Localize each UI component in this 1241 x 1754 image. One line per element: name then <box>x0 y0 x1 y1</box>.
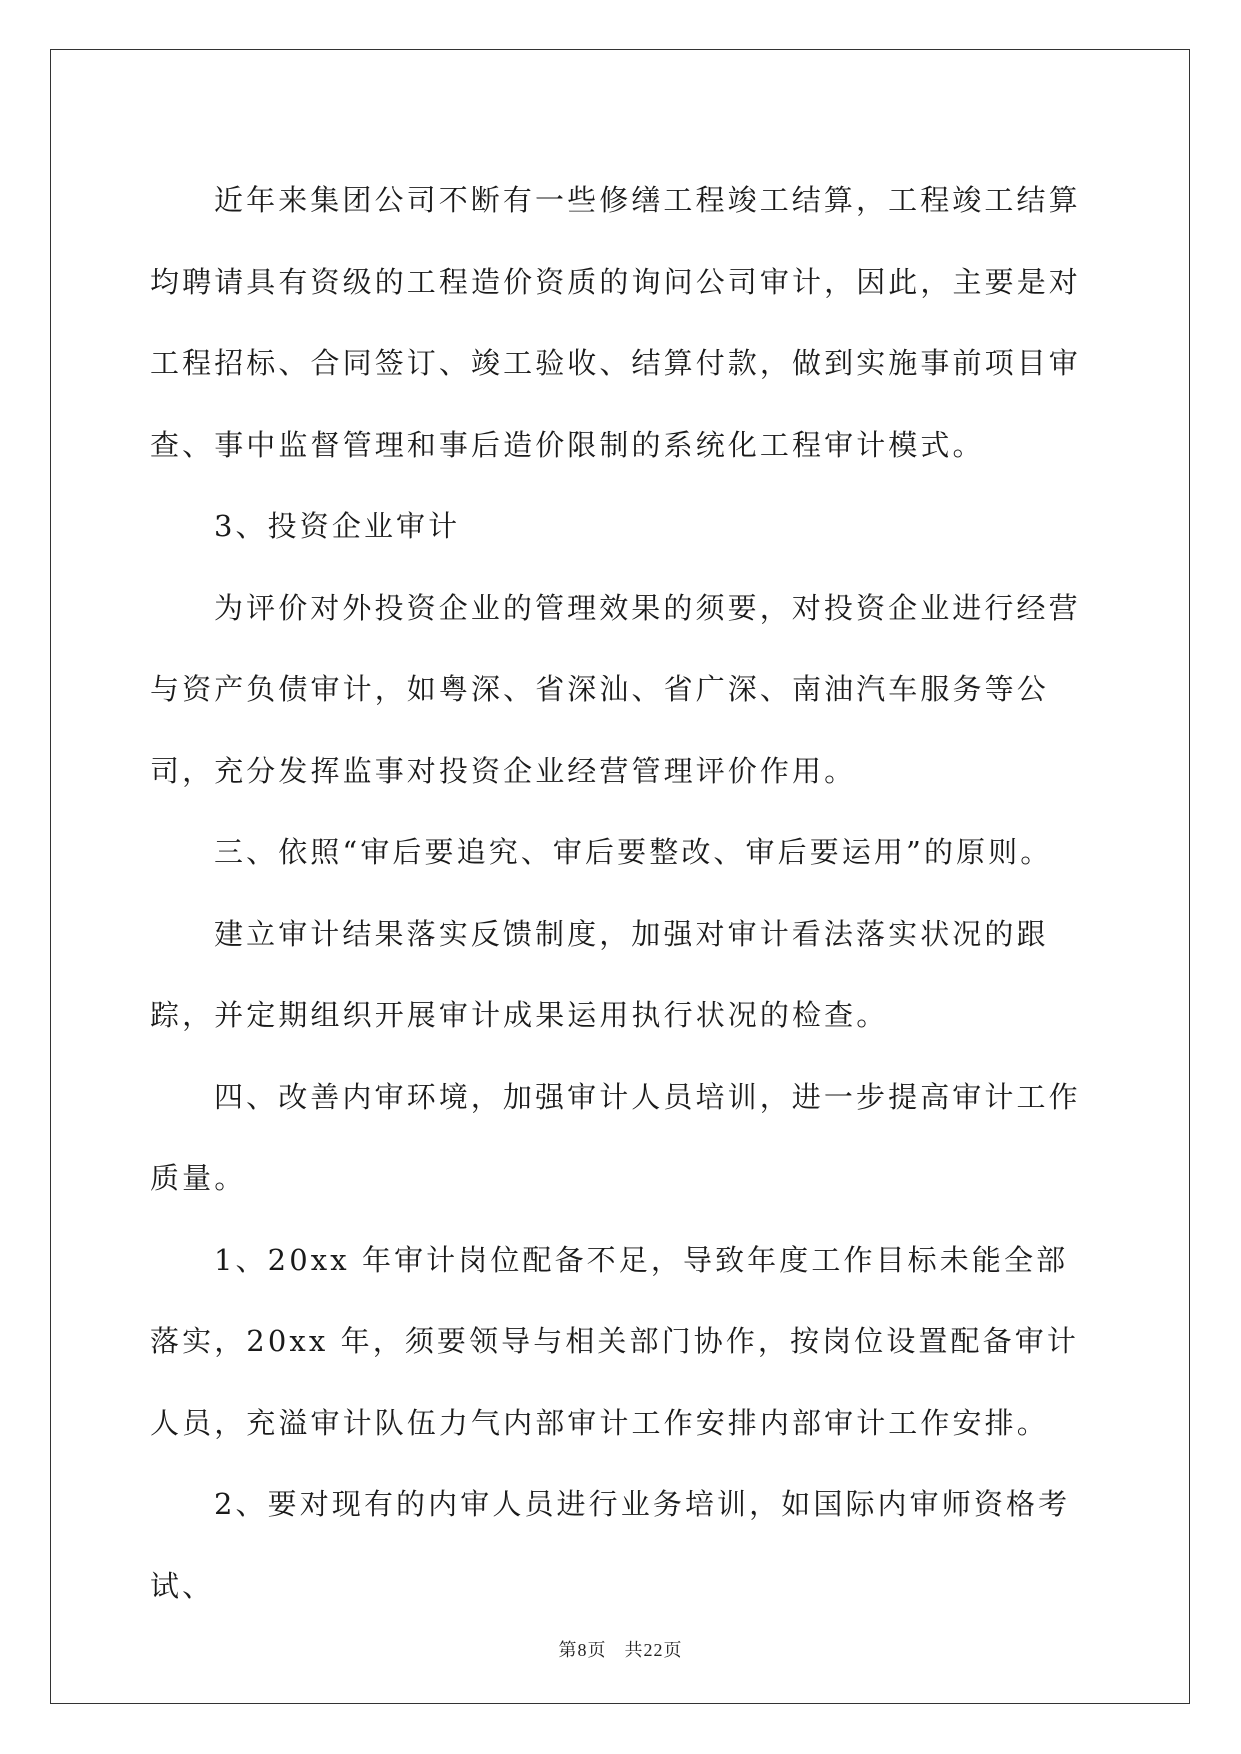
page-number: 8 <box>577 1640 588 1660</box>
paragraph-feedback-system: 建立审计结果落实反馈制度，加强对审计看法落实状况的跟踪，并定期组织开展审计成果运用执行状况的检查。 <box>150 916 1049 1032</box>
total-suffix: 页 <box>663 1640 683 1661</box>
paragraph-investment-audit: 为评价对外投资企业的管理效果的须要，对投资企业进行经营与资产负债审计，如粤深、省深汕、省广深、南油汽车服务等公司，充分发挥监事对投资企业经营管理评价作用。 <box>150 590 1081 788</box>
page-footer <box>0 1636 1241 1662</box>
page-suffix: 页 <box>587 1640 607 1661</box>
total-pages: 22 <box>643 1640 664 1660</box>
paragraph-staffing: 1、20xx 年审计岗位配备不足，导致年度工作目标未能全部落实，20xx 年，须要领导与相关部门协作，按岗位设置配备审计人员，充溢审计队伍力气内部审计工作安排内部审计工作安排。 <box>150 1242 1079 1440</box>
document-body <box>150 160 1096 1627</box>
paragraph-engineering-audit: 近年来集团公司不断有一些修缮工程竣工结算，工程竣工结算均聘请具有资级的工程造价资质的询问公司审计，因此，主要是对工程招标、合同签订、竣工验收、结算付款，做到实施事前项目审查、事中监督管理和事后造价限制的系统化工程审计模式。 <box>150 183 1081 462</box>
heading-section-four: 四、改善内审环境，加强审计人员培训，进一步提高审计工作质量。 <box>150 1079 1081 1195</box>
total-prefix: 共 <box>624 1640 644 1661</box>
page-prefix: 第 <box>558 1640 578 1661</box>
heading-section-three: 三、依照“审后要追究、审后要整改、审后要运用”的原则。 <box>214 835 1053 869</box>
heading-investment-audit: 3、投资企业审计 <box>214 509 461 543</box>
paragraph-training: 2、要对现有的内审人员进行业务培训，如国际内审师资格考试、 <box>150 1487 1071 1603</box>
